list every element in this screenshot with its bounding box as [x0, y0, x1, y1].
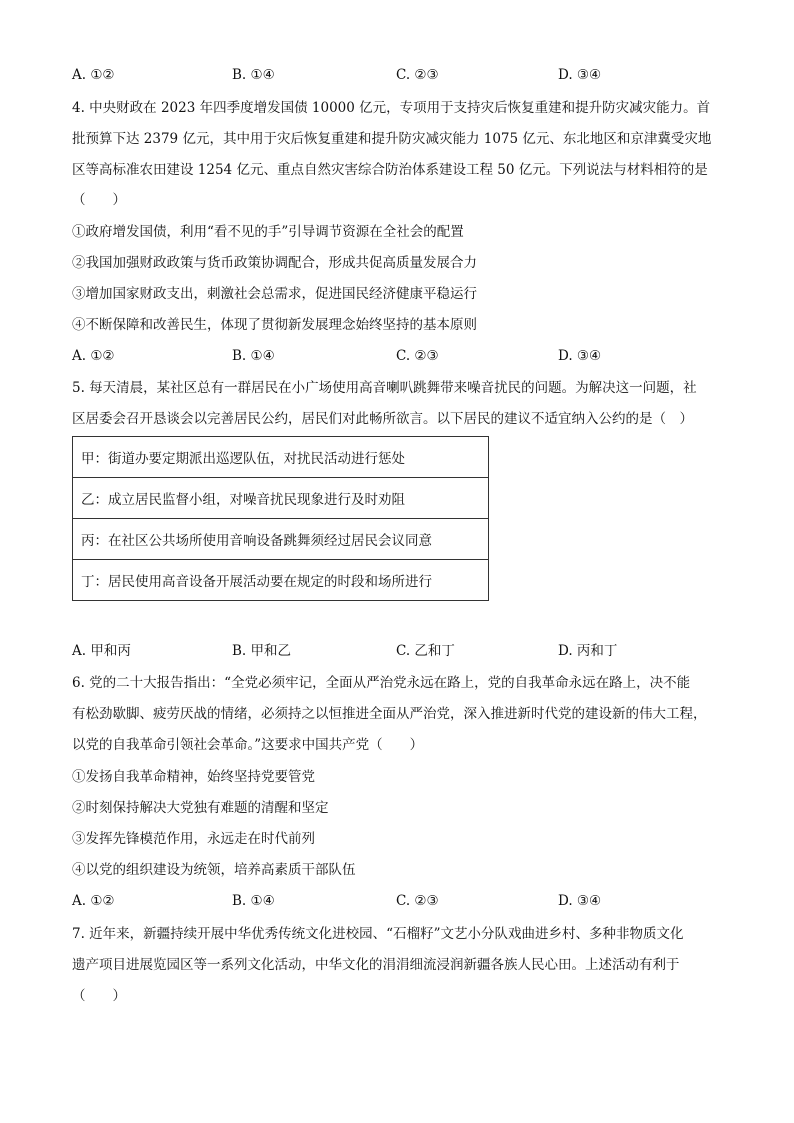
option-b: B. ①④	[232, 893, 275, 909]
q4-stem-line-3: 区等高标准农田建设 1254 亿元、重点自然灾害综合防治体系建设工程 50 亿元。下列说法与材料相符的是	[72, 162, 708, 178]
q7-stem-line-2: 遗产项目进展览园区等一系列文化活动，中华文化的涓涓细流浸润新疆各族人民心田。上述活动有利于	[72, 957, 680, 973]
q6-item-3: ③发挥先锋模范作用，永远走在时代前列	[72, 831, 315, 847]
table-row	[73, 519, 489, 560]
q6-stem-line-2: 有松劲歇脚、疲劳厌战的情绪，必须持之以恒推进全面从严治党，深入推进新时代党的建设新的伟大工程，	[72, 706, 707, 722]
option-d: D. ③④	[558, 893, 602, 909]
q4-item-3: ③增加国家财政支出，刺激社会总需求，促进国民经济健康平稳运行	[72, 286, 477, 302]
q4-stem-line-4: （ ）	[72, 192, 126, 208]
q4-stem-line-1: 4. 中央财政在 2023 年四季度增发国债 10000 亿元，专项用于支持灾后恢复重建和提升防灾减灾能力。首	[72, 100, 711, 116]
option-a: A. ①②	[72, 348, 115, 364]
table-cell: 甲：街道办要定期派出巡逻队伍，对扰民活动进行惩处	[73, 437, 489, 478]
table-cell: 丙：在社区公共场所使用音响设备跳舞须经过居民会议同意	[73, 519, 489, 560]
q5-options	[72, 641, 732, 661]
q6-item-2: ②时刻保持解决大党独有难题的清醒和坚定	[72, 800, 329, 816]
option-d: D. ③④	[558, 348, 602, 364]
option-b: B. 甲和乙	[232, 643, 292, 659]
table-row	[73, 478, 489, 519]
q6-item-4: ④以党的组织建设为统领，培养高素质干部队伍	[72, 862, 356, 878]
q4-item-4: ④不断保障和改善民生，体现了贯彻新发展理念始终坚持的基本原则	[72, 317, 477, 333]
option-c: C. 乙和丁	[396, 643, 455, 659]
q4-item-1: ①政府增发国债，利用“看不见的手”引导调节资源在全社会的配置	[72, 224, 464, 240]
q4-stem-line-2: 批预算下达 2379 亿元，其中用于灾后恢复重建和提升防灾减灾能力 1075 亿元、东北地区和京津冀受灾地	[72, 131, 712, 147]
table-row	[73, 560, 489, 601]
q3-options	[72, 65, 732, 85]
option-c: C. ②③	[396, 348, 439, 364]
q6-stem-line-1: 6. 党的二十大报告指出：“全党必须牢记，全面从严治党永远在路上，党的自我革命永远在路上，决不能	[72, 675, 691, 691]
option-a: A. ①②	[72, 893, 115, 909]
q6-item-1: ①发扬自我革命精神，始终坚持党要管党	[72, 769, 315, 785]
option-b: B. ①④	[232, 348, 275, 364]
option-b: B. ①④	[232, 67, 275, 83]
table-cell: 丁：居民使用高音设备开展活动要在规定的时段和场所进行	[73, 560, 489, 601]
option-d: D. 丙和丁	[558, 643, 618, 659]
q7-stem-line-3: （ ）	[72, 988, 126, 1004]
q6-options	[72, 891, 732, 911]
q5-stem-line-2: 区居委会召开恳谈会以完善居民公约，居民们对此畅所欲言。以下居民的建议不适宜纳入公约的是（ ）	[72, 411, 693, 427]
q7-stem-line-1: 7. 近年来，新疆持续开展中华优秀传统文化进校园、“石榴籽”文艺小分队戏曲进乡村、多种非物质文化	[72, 926, 684, 942]
q6-stem-line-3: 以党的自我革命引领社会革命。”这要求中国共产党（ ）	[72, 737, 424, 753]
option-c: C. ②③	[396, 893, 439, 909]
option-d: D. ③④	[558, 67, 602, 83]
option-a: A. 甲和丙	[72, 643, 131, 659]
option-a: A. ①②	[72, 67, 115, 83]
q4-item-2: ②我国加强财政政策与货币政策协调配合，形成共促高质量发展合力	[72, 255, 477, 271]
option-c: C. ②③	[396, 67, 439, 83]
q4-options	[72, 346, 732, 366]
q5-suggestion-table	[72, 436, 489, 601]
q5-stem-line-1: 5. 每天清晨，某社区总有一群居民在小广场使用高音喇叭跳舞带来噪音扰民的问题。为解决这一问题，社	[72, 380, 697, 396]
table-row	[73, 437, 489, 478]
table-cell: 乙：成立居民监督小组，对噪音扰民现象进行及时劝阻	[73, 478, 489, 519]
